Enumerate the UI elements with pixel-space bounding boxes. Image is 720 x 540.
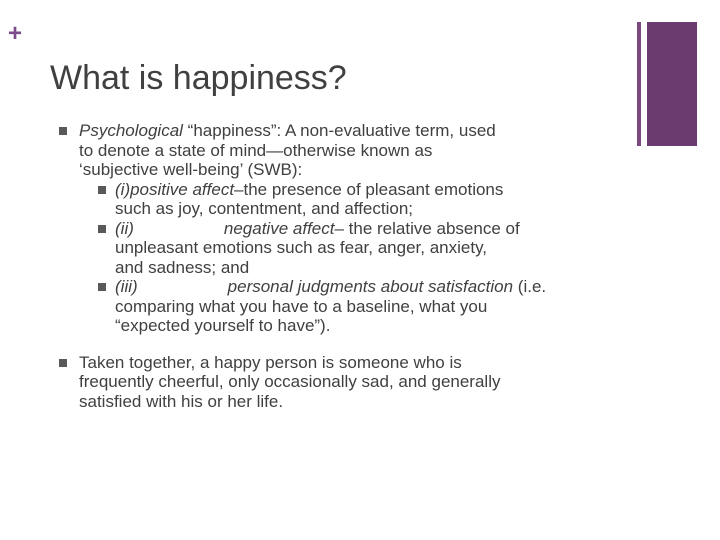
sub-bullet-negative-affect — [58, 219, 598, 278]
bullet-line: satisfied with his or her life. — [79, 391, 284, 411]
bullet-line: frequently cheerful, only occasionally sad, and generally — [79, 372, 501, 391]
plus-icon: + — [8, 20, 23, 47]
bullet-line: (i)positive affect–the presence of pleasant emotions — [115, 179, 504, 199]
square-bullet-icon — [98, 186, 106, 194]
bullet-line: Psychological “happiness”: A non-evaluative term, used — [79, 121, 496, 140]
bullet-line: comparing what you have to a baseline, what you — [115, 296, 488, 316]
bullet-line: (iii) personal judgments about satisfaction (i.e. — [115, 277, 547, 296]
accent-bar-thick — [647, 22, 697, 146]
bullet-line: such as joy, contentment, and affection; — [115, 199, 413, 218]
square-bullet-icon — [59, 359, 67, 367]
accent-bar-thin — [637, 22, 641, 146]
bullet-taken-together — [58, 353, 598, 412]
bullet-line: Taken together, a happy person is someone who is — [79, 352, 462, 372]
bullet-line: unpleasant emotions such as fear, anger, anxiety, — [115, 238, 488, 257]
slide-body — [58, 121, 598, 411]
bullet-line: (ii) negative affect– the relative absence of — [115, 218, 520, 238]
bullet-psychological-happiness — [58, 121, 598, 180]
bullet-line: ‘subjective well-being’ (SWB): — [79, 160, 303, 179]
square-bullet-icon — [98, 283, 106, 291]
slide-title: What is happiness? — [50, 59, 347, 97]
sub-bullet-positive-affect — [58, 180, 598, 219]
bullet-line: and sadness; and — [115, 257, 250, 277]
bullet-line: “expected yourself to have”). — [115, 316, 331, 335]
square-bullet-icon — [98, 225, 106, 233]
sub-bullet-personal-judgments — [58, 277, 598, 336]
square-bullet-icon — [59, 127, 67, 135]
bullet-line: to denote a state of mind—otherwise known as — [79, 140, 433, 160]
